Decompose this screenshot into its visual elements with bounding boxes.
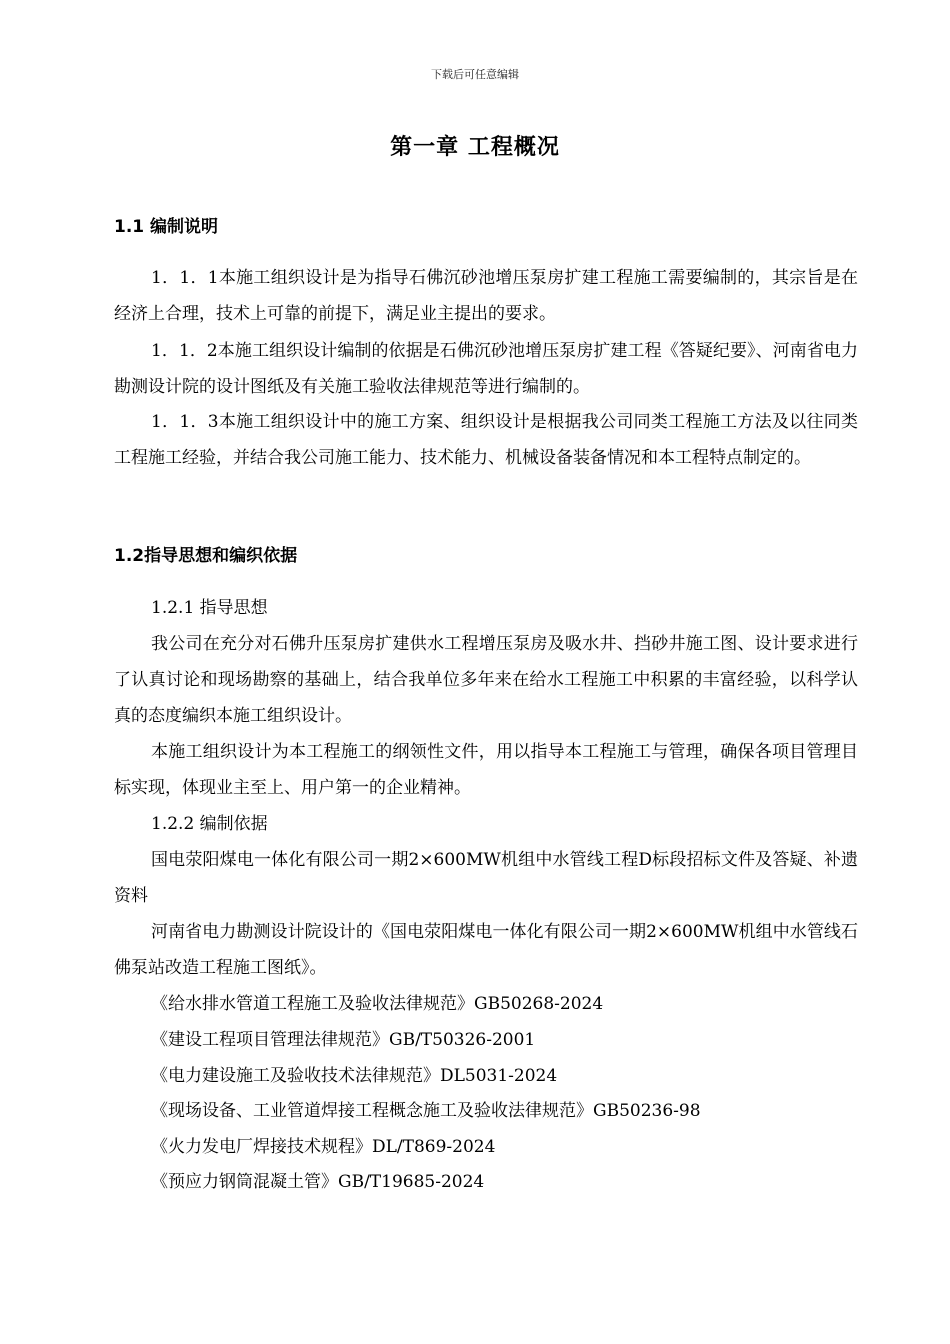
header-note: 下载后可任意编辑 [431, 68, 519, 81]
subheading-1-2-2: 1.2.2 编制依据 [151, 814, 268, 834]
standard-item: 《电力建设施工及验收技术法律规范》DL5031-2024 [151, 1066, 558, 1086]
standard-item: 《给水排水管道工程施工及验收法律规范》GB50268-2024 [151, 994, 604, 1014]
paragraph-program-document: 本施工组织设计为本工程施工的纲领性文件，用以指导本工程施工与管理，确保各项目管理目标实现，体现业主至上、用户第一的企业精神。 [114, 742, 858, 798]
standard-item: 《预应力钢筒混凝土管》GB/T19685-2024 [151, 1172, 485, 1192]
standard-item: 《建设工程项目管理法律规范》GB/T50326-2001 [151, 1030, 536, 1050]
paragraph-1-1-2: 1．1．2本施工组织设计编制的依据是石佛沉砂池增压泵房扩建工程《答疑纪要》、河南省电力勘测设计院的设计图纸及有关施工验收法律规范等进行编制的。 [114, 341, 858, 397]
section-heading-1-1: 1.1 编制说明 [114, 217, 219, 237]
standard-item: 《现场设备、工业管道焊接工程概念施工及验收法律规范》GB50236-98 [151, 1101, 701, 1121]
paragraph-1-1-3: 1．1．3本施工组织设计中的施工方案、组织设计是根据我公司同类工程施工方法及以往同类工程施工经验，并结合我公司施工能力、技术能力、机械设备装备情况和本工程特点制定的。 [114, 412, 858, 468]
paragraph-1-1-1: 1．1．1本施工组织设计是为指导石佛沉砂池增压泵房扩建工程施工需要编制的，其宗旨是在经济上合理，技术上可靠的前提下，满足业主提出的要求。 [114, 268, 858, 324]
paragraph-bid-documents: 国电荥阳煤电一体化有限公司一期2×600MW机组中水管线工程D标段招标文件及答疑、补遗资料 [114, 850, 858, 906]
section-heading-1-2: 1.2指导思想和编织依据 [114, 546, 298, 566]
subheading-1-2-1: 1.2.1 指导思想 [151, 598, 268, 618]
paragraph-design-drawings: 河南省电力勘测设计院设计的《国电荥阳煤电一体化有限公司一期2×600MW机组中水管线石佛泵站改造工程施工图纸》。 [114, 922, 858, 978]
paragraph-guiding-thought: 我公司在充分对石佛升压泵房扩建供水工程增压泵房及吸水井、挡砂井施工图、设计要求进行了认真讨论和现场勘察的基础上，结合我单位多年来在给水工程施工中积累的丰富经验，以科学认真的态度编织本施工组织设计。 [114, 634, 858, 726]
chapter-title: 第一章 工程概况 [390, 135, 560, 160]
standard-item: 《火力发电厂焊接技术规程》DL/T869-2024 [151, 1137, 496, 1157]
